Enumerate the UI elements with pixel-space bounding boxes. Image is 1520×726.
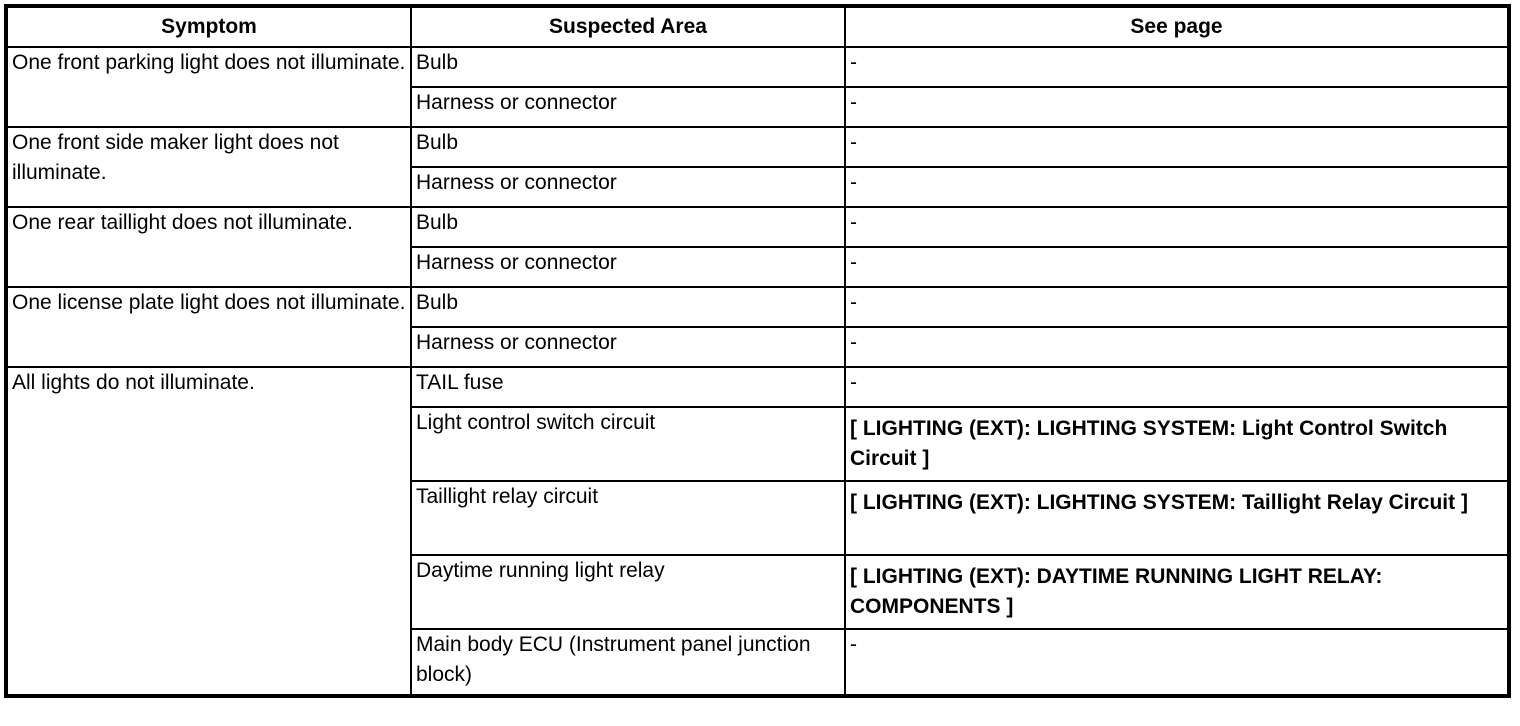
table-row [7, 367, 1508, 407]
header-see-page: See page [845, 7, 1508, 47]
suspected-area-cell: Main body ECU (Instrument panel junction block) [411, 629, 845, 695]
header-symptom: Symptom [7, 7, 411, 47]
see-page-cell: - [845, 207, 1508, 247]
see-page-cell: - [845, 247, 1508, 287]
header-row [7, 7, 1508, 47]
table-row [7, 47, 1508, 87]
suspected-area-cell: TAIL fuse [411, 367, 845, 407]
suspected-area-cell: Harness or connector [411, 87, 845, 127]
see-page-link[interactable]: [ LIGHTING (EXT): LIGHTING SYSTEM: Taillight Relay Circuit ] [845, 481, 1508, 555]
suspected-area-cell: Taillight relay circuit [411, 481, 845, 555]
suspected-area-cell: Bulb [411, 287, 845, 327]
suspected-area-cell: Bulb [411, 47, 845, 87]
table-row [7, 127, 1508, 167]
suspected-area-cell: Bulb [411, 207, 845, 247]
see-page-cell: - [845, 629, 1508, 695]
see-page-link[interactable]: [ LIGHTING (EXT): DAYTIME RUNNING LIGHT RELAY: COMPONENTS ] [845, 555, 1508, 629]
symptom-cell: One front parking light does not illuminate. [7, 47, 411, 127]
table-row [7, 287, 1508, 327]
see-page-cell: - [845, 367, 1508, 407]
see-page-cell: - [845, 327, 1508, 367]
header-suspected-area: Suspected Area [411, 7, 845, 47]
suspected-area-cell: Bulb [411, 127, 845, 167]
table-row [7, 207, 1508, 247]
see-page-cell: - [845, 167, 1508, 207]
see-page-cell: - [845, 87, 1508, 127]
symptom-cell: All lights do not illuminate. [7, 367, 411, 695]
symptom-cell: One rear taillight does not illuminate. [7, 207, 411, 287]
see-page-cell: - [845, 287, 1508, 327]
see-page-link[interactable]: [ LIGHTING (EXT): LIGHTING SYSTEM: Light Control Switch Circuit ] [845, 407, 1508, 481]
see-page-cell: - [845, 127, 1508, 167]
symptom-cell: One front side maker light does not illuminate. [7, 127, 411, 207]
suspected-area-cell: Harness or connector [411, 167, 845, 207]
see-page-cell: - [845, 47, 1508, 87]
suspected-area-cell: Daytime running light relay [411, 555, 845, 629]
suspected-area-cell: Harness or connector [411, 327, 845, 367]
symptom-table [6, 6, 1509, 696]
suspected-area-cell: Harness or connector [411, 247, 845, 287]
suspected-area-cell: Light control switch circuit [411, 407, 845, 481]
symptom-cell: One license plate light does not illuminate. [7, 287, 411, 367]
